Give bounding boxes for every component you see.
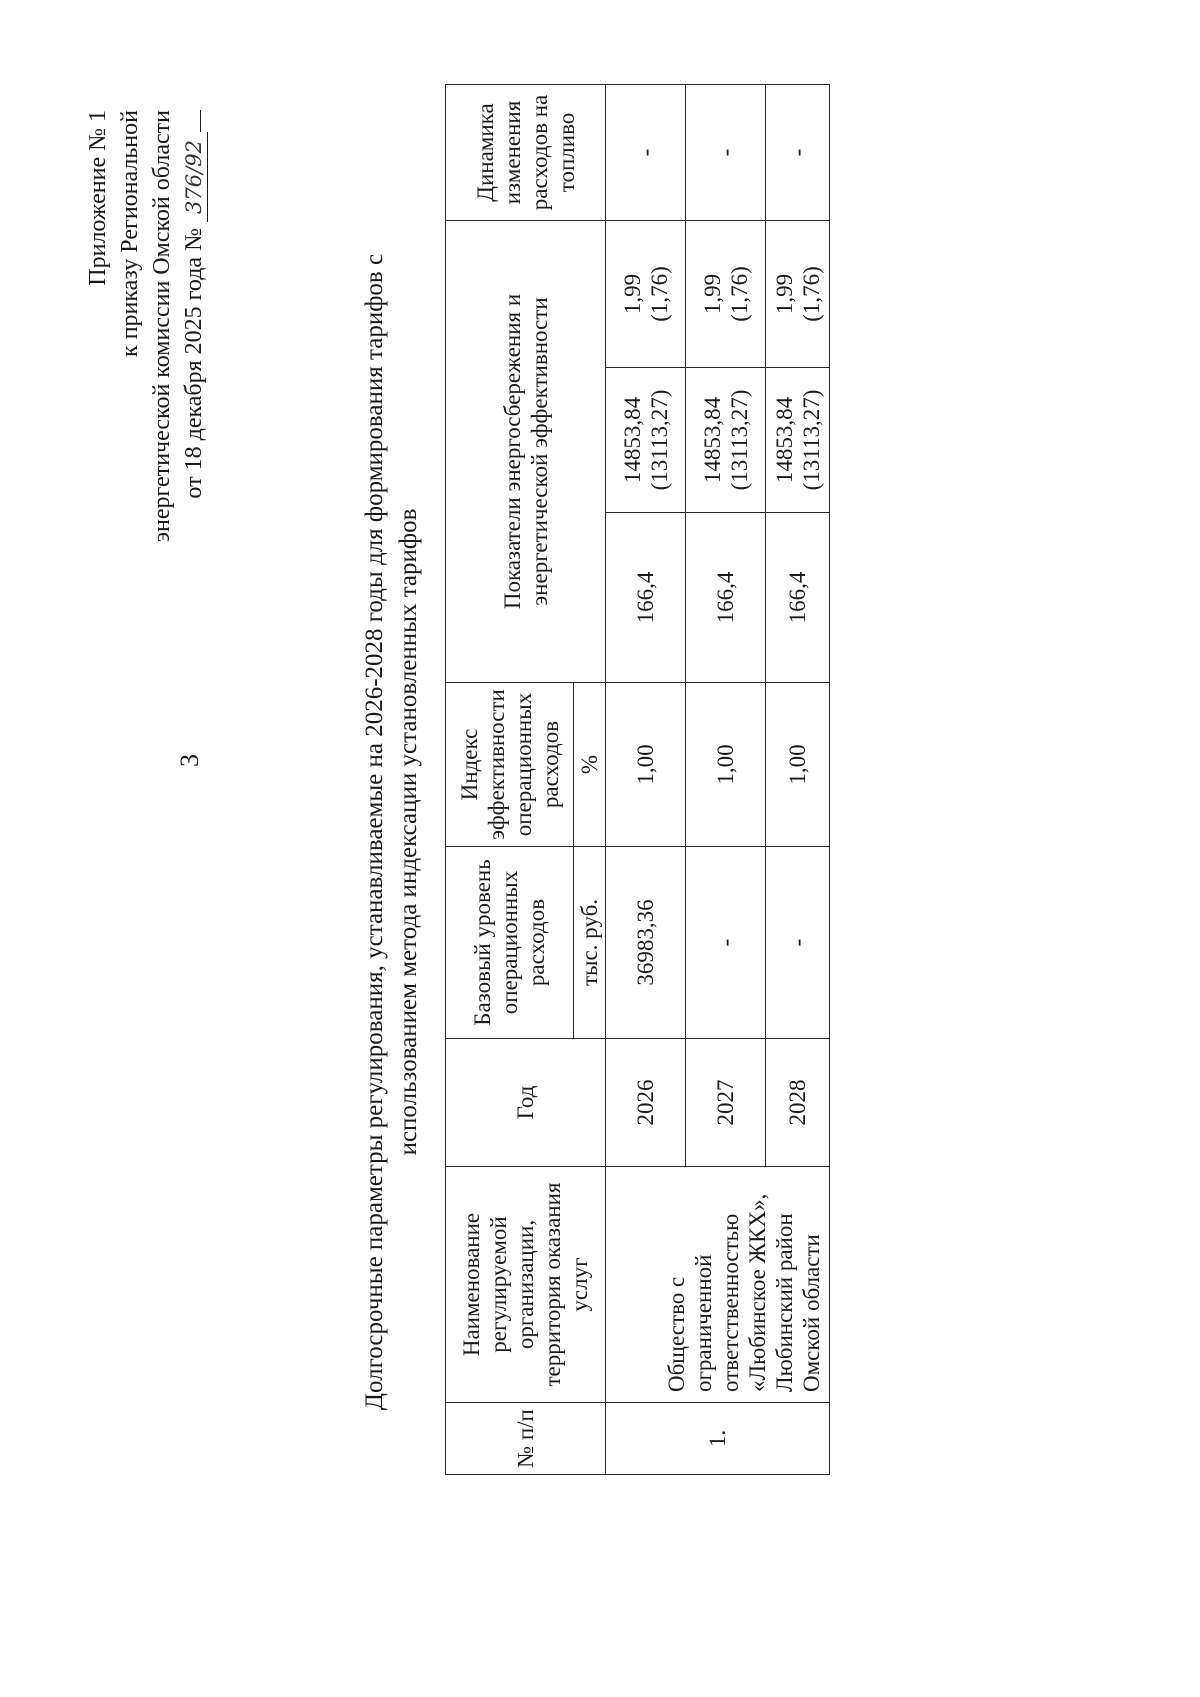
efficiency-index-cell: 1,00 — [766, 683, 830, 847]
header-efficiency-index: Индекс эффективности операционных расходов — [446, 683, 574, 847]
appendix-date-prefix: от 18 декабря 2025 года № — [181, 228, 207, 499]
efficiency-index-cell: 1,00 — [686, 683, 766, 847]
title-line-2: использованием метода индексации установленных тарифов — [395, 508, 422, 1156]
energy-3-value: 1,99 — [699, 273, 725, 315]
year-cell: 2027 — [686, 1039, 766, 1167]
header-fuel-dynamics: Динамика изменения расходов на топливо — [446, 84, 606, 220]
energy-3-secondary: (1,76) — [798, 266, 824, 322]
energy-indicator-1-cell: 166,4 — [766, 513, 830, 683]
document-title — [358, 167, 426, 1497]
energy-indicator-1-cell: 166,4 — [606, 513, 686, 683]
page-number: 3 — [175, 754, 204, 767]
energy-indicator-2-cell — [686, 368, 766, 513]
underline — [199, 110, 201, 132]
base-level-cell: - — [766, 847, 830, 1039]
header-year: Год — [446, 1039, 606, 1167]
energy-2-secondary: (13113,27) — [646, 389, 672, 491]
organization-name — [606, 1167, 830, 1403]
header-energy-indicators: Показатели энергосбережения и энергетической эффективности — [446, 220, 606, 682]
energy-3-secondary: (1,76) — [726, 266, 752, 322]
org-line: «Любинское ЖКХ», — [745, 1193, 770, 1392]
title-line-1: Долгосрочные параметры регулирования, устанавливаемые на 2026-2028 годы для формирования тарифов с — [361, 253, 388, 1411]
energy-3-secondary: (1,76) — [646, 266, 672, 322]
energy-indicator-2-cell — [606, 368, 686, 513]
energy-indicator-1-cell: 166,4 — [686, 513, 766, 683]
energy-3-value: 1,99 — [619, 273, 645, 315]
energy-indicator-3-cell — [686, 220, 766, 367]
energy-2-value: 14853,84 — [619, 396, 645, 484]
org-line: ответственностью — [718, 1213, 743, 1392]
energy-3-value: 1,99 — [771, 273, 797, 315]
energy-2-value: 14853,84 — [771, 396, 797, 484]
appendix-line-1: Приложение № 1 — [85, 110, 111, 286]
handwritten-order-number: 376/92 — [181, 132, 208, 222]
energy-2-value: 14853,84 — [699, 396, 725, 484]
energy-2-secondary: (13113,27) — [798, 389, 824, 491]
base-level-cell: - — [686, 847, 766, 1039]
appendix-line-3: энергетической комиссии Омской области — [149, 110, 175, 543]
header-base-level: Базовый уровень операционных расходов — [446, 847, 574, 1039]
org-line: Любинский район — [772, 1213, 797, 1392]
header-num: № п/п — [446, 1403, 606, 1475]
energy-2-secondary: (13113,27) — [726, 389, 752, 491]
header-org: Наименование регулируемой организации, территория оказания услуг — [446, 1167, 606, 1403]
org-line: Общество с — [664, 1276, 689, 1392]
fuel-dynamics-cell: - — [606, 84, 686, 220]
unit-efficiency-index: % — [574, 683, 606, 847]
energy-indicator-3-cell — [766, 220, 830, 367]
year-cell: 2028 — [766, 1039, 830, 1167]
parameters-table — [445, 84, 830, 1475]
appendix-line-4 — [178, 110, 210, 1010]
org-line: Омской области — [799, 1234, 824, 1392]
table-row — [606, 84, 686, 1474]
base-level-cell: 36983,36 — [606, 847, 686, 1039]
efficiency-index-cell: 1,00 — [606, 683, 686, 847]
fuel-dynamics-cell: - — [686, 84, 766, 220]
org-line: ограниченной — [691, 1254, 716, 1392]
energy-indicator-3-cell — [606, 220, 686, 367]
row-number: 1. — [606, 1403, 830, 1475]
energy-indicator-2-cell — [766, 368, 830, 513]
unit-base-level: тыс. руб. — [574, 847, 606, 1039]
year-cell: 2026 — [606, 1039, 686, 1167]
appendix-line-2: к приказу Региональной — [117, 110, 143, 357]
fuel-dynamics-cell: - — [766, 84, 830, 220]
